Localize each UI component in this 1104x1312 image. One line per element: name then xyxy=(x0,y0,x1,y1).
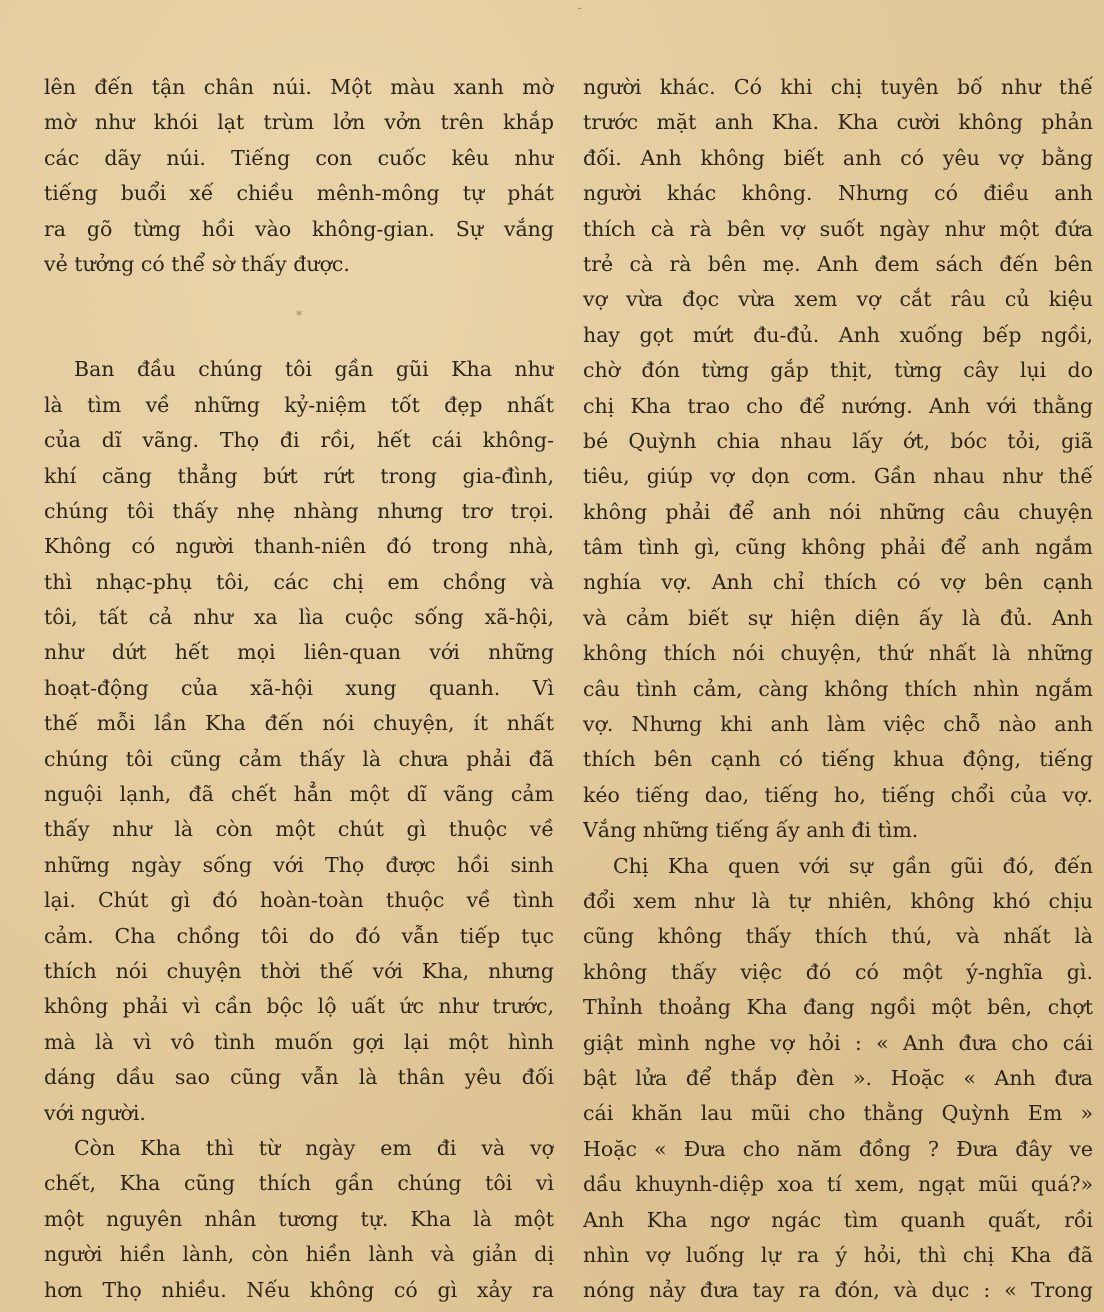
text-line: hoạt-động của xã-hội xung quanh. Vì xyxy=(44,675,554,700)
text-line: các dãy núi. Tiếng con cuốc kêu như xyxy=(44,145,554,170)
text-line: ra gõ từng hồi vào không-gian. Sự vắng xyxy=(44,216,554,241)
text-line: cái khăn lau mũi cho thằng Quỳnh Em » xyxy=(583,1101,1093,1126)
text-line: thì nhạc-phụ tôi, các chị em chồng và xyxy=(44,569,554,594)
text-line: Anh Kha ngơ ngác tìm quanh quất, rồi xyxy=(583,1207,1093,1232)
text-line: giật mình nghe vợ hỏi : « Anh đưa cho cái xyxy=(583,1030,1093,1055)
text-line: hay gọt mứt đu-đủ. Anh xuống bếp ngồi, xyxy=(583,322,1093,347)
text-line: thấy như là còn một chút gì thuộc về xyxy=(44,817,554,842)
text-line: chờ đón từng gắp thịt, từng cây lụi do xyxy=(583,358,1093,383)
text-line: nguội lạnh, đã chết hẳn một dĩ vãng cảm xyxy=(44,782,554,807)
text-line: mà là vì vô tình muốn gợi lại một hình xyxy=(44,1029,554,1054)
text-line: Thỉnh thoảng Kha đang ngồi một bên, chợt xyxy=(583,995,1093,1020)
text-line: vợ vừa đọc vừa xem vợ cắt râu củ kiệu xyxy=(583,287,1093,312)
text-line: những ngày sống với Thọ được hồi sinh xyxy=(44,852,554,877)
text-line: Không có người thanh-niên đó trong nhà, xyxy=(44,534,554,559)
text-line: nghía vợ. Anh chỉ thích có vợ bên cạnh xyxy=(583,570,1093,595)
text-line: không phải vì cần bộc lộ uất ức như trước, xyxy=(44,994,554,1019)
text-line: với người. xyxy=(44,1100,146,1125)
paragraph xyxy=(44,1131,554,1308)
text-line: tiêu, giúp vợ dọn cơm. Gần nhau như thế xyxy=(583,464,1093,489)
text-line: cảm. Cha chồng tôi do đó vẫn tiếp tục xyxy=(44,923,554,948)
paragraph xyxy=(583,70,1093,849)
text-line: bé Quỳnh chia nhau lấy ớt, bóc tỏi, giã xyxy=(583,428,1093,453)
text-line: chúng tôi cũng cảm thấy là chưa phải đã xyxy=(44,746,554,771)
left-column xyxy=(44,70,554,1308)
text-line: là tìm về những kỷ-niệm tốt đẹp nhất xyxy=(44,392,554,417)
text-line: của dĩ vãng. Thọ đi rồi, hết cái không- xyxy=(44,428,554,453)
paragraph xyxy=(44,70,554,282)
text-line: không thích nói chuyện, thứ nhất là những xyxy=(583,641,1093,666)
section-separator: * xyxy=(295,309,303,325)
text-line: nhìn vợ luống lự ra ý hỏi, thì chị Kha đã xyxy=(583,1242,1093,1267)
text-line: đổi xem như là tự nhiên, không khó chịu xyxy=(583,888,1093,913)
text-line: không thấy việc đó có một ý-nghĩa gì. xyxy=(583,959,1093,984)
text-line: trẻ cà rà bên mẹ. Anh đem sách đến bên xyxy=(583,251,1093,276)
text-line: mờ như khói lạt trùm lởn vởn trên khắp xyxy=(44,110,554,135)
text-line: dáng dầu sao cũng vẫn là thân yêu đối xyxy=(44,1065,554,1090)
text-line: tiếng buổi xế chiều mênh-mông tự phát xyxy=(44,181,554,206)
text-line: không phải để anh nói những câu chuyện xyxy=(583,499,1093,524)
text-line: lên đến tận chân núi. Một màu xanh mờ xyxy=(44,75,554,99)
text-line: chị Kha trao cho để nướng. Anh với thằng xyxy=(583,393,1093,418)
right-column xyxy=(583,70,1093,1309)
text-line: vợ. Nhưng khi anh làm việc chỗ nào anh xyxy=(583,712,1093,737)
text-line: bật lửa để thắp đèn ». Hoặc « Anh đưa xyxy=(583,1065,1093,1090)
text-line: lại. Chút gì đó hoàn-toàn thuộc về tình xyxy=(44,888,554,913)
text-line: kéo tiếng dao, tiếng ho, tiếng chổi của vợ. xyxy=(583,782,1093,807)
text-line: nóng nảy đưa tay ra đón, và dục : « Trong xyxy=(583,1278,1093,1303)
text-line: tâm tình gì, cũng không phải để anh ngắm xyxy=(583,535,1093,560)
text-line: một nguyên nhân tương tự. Kha là một xyxy=(44,1206,554,1231)
text-line: Vắng những tiếng ấy anh đi tìm. xyxy=(583,818,919,843)
text-line: Ban đầu chúng tôi gần gũi Kha như xyxy=(74,357,554,382)
text-line: thích nói chuyện thời thế với Kha, nhưng xyxy=(44,958,554,983)
text-line: chết, Kha cũng thích gần chúng tôi vì xyxy=(44,1171,554,1196)
text-line: Chị Kha quen với sự gần gũi đó, đến xyxy=(613,853,1093,878)
text-line: khí căng thẳng bứt rứt trong gia-đình, xyxy=(44,463,554,488)
text-line: thích bên cạnh có tiếng khua động, tiếng xyxy=(583,747,1093,772)
text-line: người khác. Có khi chị tuyên bố như thế xyxy=(583,75,1093,99)
text-line: thế mỗi lần Kha đến nói chuyện, ít nhất xyxy=(44,711,554,736)
text-line: như dứt hết mọi liên-quan với những xyxy=(44,640,554,665)
text-line: câu tình cảm, càng không thích nhìn ngắm xyxy=(583,676,1093,701)
text-line: tôi, tất cả như xa lìa cuộc sống xã-hội, xyxy=(44,605,554,630)
text-line: người khác không. Nhưng có điều anh xyxy=(583,181,1093,206)
paragraph xyxy=(583,849,1093,1309)
text-line: chúng tôi thấy nhẹ nhàng nhưng trơ trọi. xyxy=(44,498,554,523)
text-line: vẻ tưởng có thể sờ thấy được. xyxy=(44,251,350,276)
text-line: cũng không thấy thích thú, và nhất là xyxy=(583,924,1093,949)
text-line: dầu khuynh-diệp xoa tí xem, ngạt mũi quá?» xyxy=(583,1172,1093,1197)
running-head: - xyxy=(577,0,583,16)
text-line: và cảm biết sự hiện diện ấy là đủ. Anh xyxy=(583,605,1093,630)
text-line: Hoặc « Đưa cho năm đồng ? Đưa đây ve xyxy=(583,1136,1093,1161)
text-line: người hiền lành, còn hiền lành và giản dị xyxy=(44,1242,554,1267)
text-line: trước mặt anh Kha. Kha cười không phản xyxy=(583,110,1093,135)
text-line: Còn Kha thì từ ngày em đi và vợ xyxy=(74,1135,554,1160)
text-line: hơn Thọ nhiều. Nếu không có gì xảy ra xyxy=(44,1277,554,1302)
paragraph xyxy=(44,352,554,1131)
text-line: thích cà rà bên vợ suốt ngày như một đứa xyxy=(583,216,1093,241)
text-line: đối. Anh không biết anh có yêu vợ bằng xyxy=(583,145,1093,170)
